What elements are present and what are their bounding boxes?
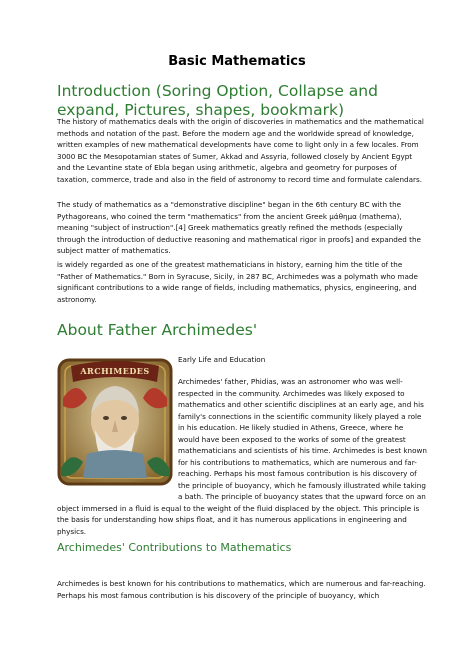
paragraph-early-life-text: Archimedes' father, Phidias, was an astronomer who was well-respected in the community. Archimedes was likely exposed to mathematics and other scientific disciplines at an early age, and his family's connections in the scientific community likely played a role in his education. He likely studied in Athens, Greece, where he would have been exposed to the works of some of the greatest mathematicians and scientists of his time. Archimedes is best known for his contributions to mathematics, which are numerous and far-reaching. Perhaps his most famous contribution is his discovery of the principle of buoyancy, which he famously illustrated while taking a bath. The principle of buoyancy states that the upward force on an object immersed in a fluid is equal to the weight of the fluid displaced by the object. This principle is the basis for understanding how ships float, and it has numerous applications in engineering and physics.	[57, 377, 427, 536]
document-title: Basic Mathematics	[168, 54, 306, 69]
heading-introduction: Introduction (Soring Option, Collapse and expand, Pictures, shapes, bookmark)	[57, 82, 378, 119]
heading-about-archimedes: About Father Archimedes'	[57, 321, 258, 339]
heading-contributions: Archimedes' Contributions to Mathematics	[57, 541, 292, 554]
image-float-spacer	[57, 376, 178, 493]
paragraph-contributions: Archimedes is best known for his contributions to mathematics, which are numerous and far-reaching. Perhaps his most famous contribution is his discovery of the principle of buoyancy, which	[57, 579, 426, 600]
subheading-early-life: Early Life and Education	[178, 355, 266, 364]
paragraph-early-life	[57, 376, 427, 537]
portrait-banner-text: ARCHIMEDES	[80, 366, 150, 376]
paragraph-history: The history of mathematics deals with the origin of discoveries in mathematics and the mathematical methods and notation of the past. Before the modern age and the worldwide spread of knowledge, written examples of new mathematical developments have come to light only in a few locales. From 3000 BC the Mesopotamian states of Sumer, Akkad and Assyria, followed closely by Ancient Egypt and the Levantine state of Ebla began using arithmetic, algebra and geometry for purposes of taxation, commerce, trade and also in the field of astronomy to record time and formulate calendars.	[57, 117, 424, 184]
paragraph-study: The study of mathematics as a "demonstrative discipline" began in the 6th century BC with the Pythagoreans, who coined the term "mathematics" from the ancient Greek μάθημα (mathema), meaning "subject of instruction".[4] Greek mathematics greatly refined the methods (especially through the introduction of deductive reasoning and mathematical rigor in proofs] and expanded the subject matter of mathematics.	[57, 200, 421, 255]
paragraph-archimedes-intro: is widely regarded as one of the greatest mathematicians in history, earning him the title of the "Father of Mathematics." Born in Syracuse, Sicily, in 287 BC, Archimedes was a polymath who made significant contributions to a wide range of fields, including mathematics, physics, engineering, and astronomy.	[57, 260, 418, 304]
